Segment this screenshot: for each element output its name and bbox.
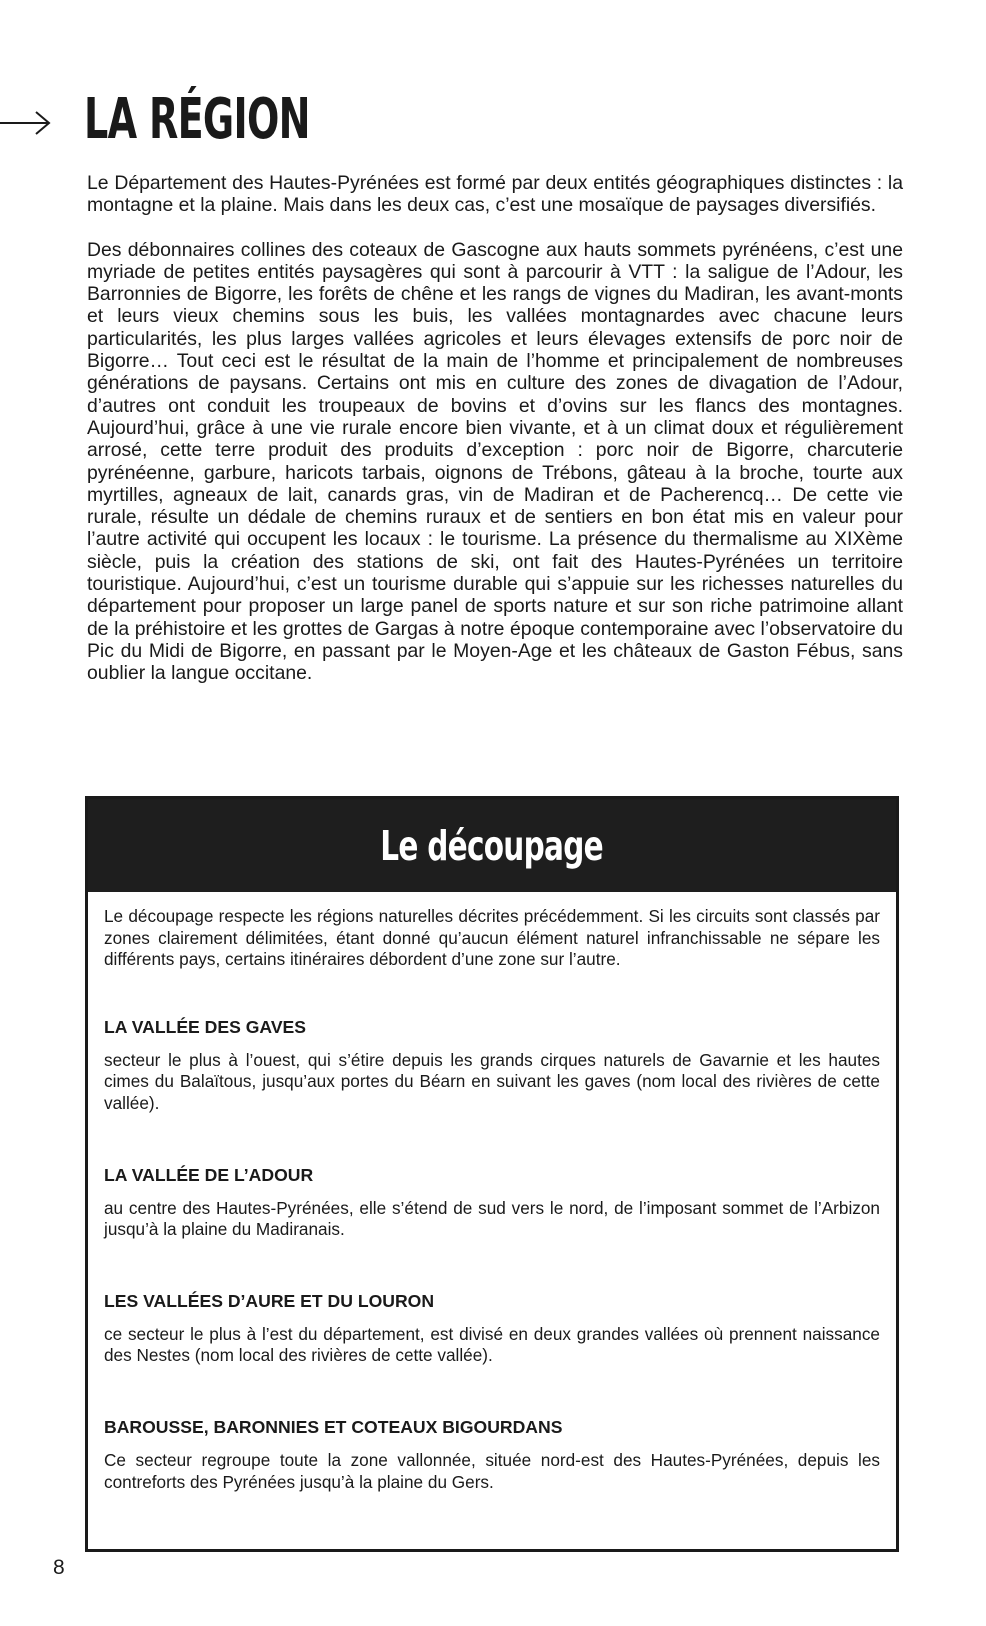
- decoupage-box: [85, 796, 899, 1552]
- arrow-right-icon: [0, 108, 52, 138]
- zone-description: au centre des Hautes-Pyrénées, elle s’étend de sud vers le nord, de l’imposant sommet de l’Arbizon jusqu’à la plaine du Madiranais.: [104, 1197, 880, 1240]
- zone-title: LA VALLÉE DE L’ADOUR: [104, 1164, 314, 1185]
- zone-section-gaves: [104, 1016, 880, 1115]
- page-title: LA RÉGION: [84, 87, 310, 152]
- decoupage-intro: Le découpage respecte les régions naturelles décrites précédemment. Si les circuits sont classés par zones clairement délimitées, étant donné qu’aucun élément naturel infranchissable ne sépare les différents pays, certains itinéraires débordent d’une zone sur l’autre.: [104, 906, 880, 970]
- zone-description: secteur le plus à l’ouest, qui s’étire depuis les grands cirques naturels de Gavarnie et les hautes cimes du Balaïtous, jusqu’aux portes du Béarn en suivant les gaves (nom local des rivières de cette vallée).: [104, 1049, 880, 1113]
- zone-section-adour: [104, 1164, 880, 1241]
- zone-section-barousse: [104, 1416, 880, 1493]
- zone-description: Ce secteur regroupe toute la zone vallonnée, située nord-est des Hautes-Pyrénées, depuis les contreforts des Pyrénées jusqu’à la plaine du Gers.: [104, 1449, 880, 1492]
- zone-section-aure-louron: [104, 1290, 880, 1367]
- decoupage-title: Le découpage: [380, 821, 604, 870]
- intro-text: [87, 172, 903, 707]
- decoupage-body: [88, 892, 896, 1493]
- zone-description: ce secteur le plus à l’est du département, est divisé en deux grandes vallées où prennent naissance des Nestes (nom local des rivières de cette vallée).: [104, 1323, 880, 1366]
- intro-paragraph: Des débonnaires collines des coteaux de Gascogne aux hauts sommets pyrénéens, c’est une myriade de petites entités paysagères qui sont à parcourir à VTT : la saligue de l’Adour, les Barronnies de Bigorre, les forêts de chêne et les rangs de vignes du Madiran, les avant-monts et leurs vieux chemins sous les buis, les vallées montagnardes avec chacune leurs particularités, les plus larges vallées agricoles et leurs élevages extensifs de porc noir de Bigorre… Tout ceci est le résultat de la main de l’homme et principalement de nombreuses générations de paysans. Certains ont mis en culture des zones de divagation de l’Adour, d’autres ont conduit les troupeaux de bovins et d’ovins sur les flancs des montagnes. Aujourd’hui, grâce à une vie rurale encore bien vivante, et à un climat doux et régulièrement arrosé, cette terre produit des produits d’exception : porc noir de Bigorre, charcuterie pyrénéenne, garbure, haricots tarbais, oignons de Trébons, gâteau à la broche, tourte aux myrtilles, agneaux de lait, canards gras, vin de Madiran et de Pacherencq… De cette vie rurale, résulte un dédale de chemins ruraux et de sentiers en bon état mis en valeur pour l’autre activité qui occupent les locaux : le tourisme. La présence du thermalisme au XIXème siècle, puis la création des stations de ski, ont fait des Hautes-Pyrénées un territoire touristique. Aujourd’hui, c’est un tourisme durable qui s’appuie sur les richesses naturelles du département pour proposer un large panel de sports nature et sur son riche patrimoine allant de la préhistoire et les grottes de Gargas à notre époque contemporaine avec l’observatoire du Pic du Midi de Bigorre, en passant par le Moyen-Age et les châteaux de Gaston Fébus, sans oublier la langue occitane.: [87, 238, 903, 685]
- decoupage-header: [88, 799, 896, 892]
- zone-title: BAROUSSE, BARONNIES ET COTEAUX BIGOURDANS: [104, 1416, 563, 1437]
- zone-title: LES VALLÉES D’AURE ET DU LOURON: [104, 1290, 435, 1311]
- page-number: 8: [53, 1556, 65, 1579]
- zone-title: LA VALLÉE DES GAVES: [104, 1016, 307, 1037]
- intro-paragraph: Le Département des Hautes-Pyrénées est formé par deux entités géographiques distinctes : la montagne et la plaine. Mais dans les deux cas, c’est une mosaïque de paysages diversifiés.: [87, 172, 903, 217]
